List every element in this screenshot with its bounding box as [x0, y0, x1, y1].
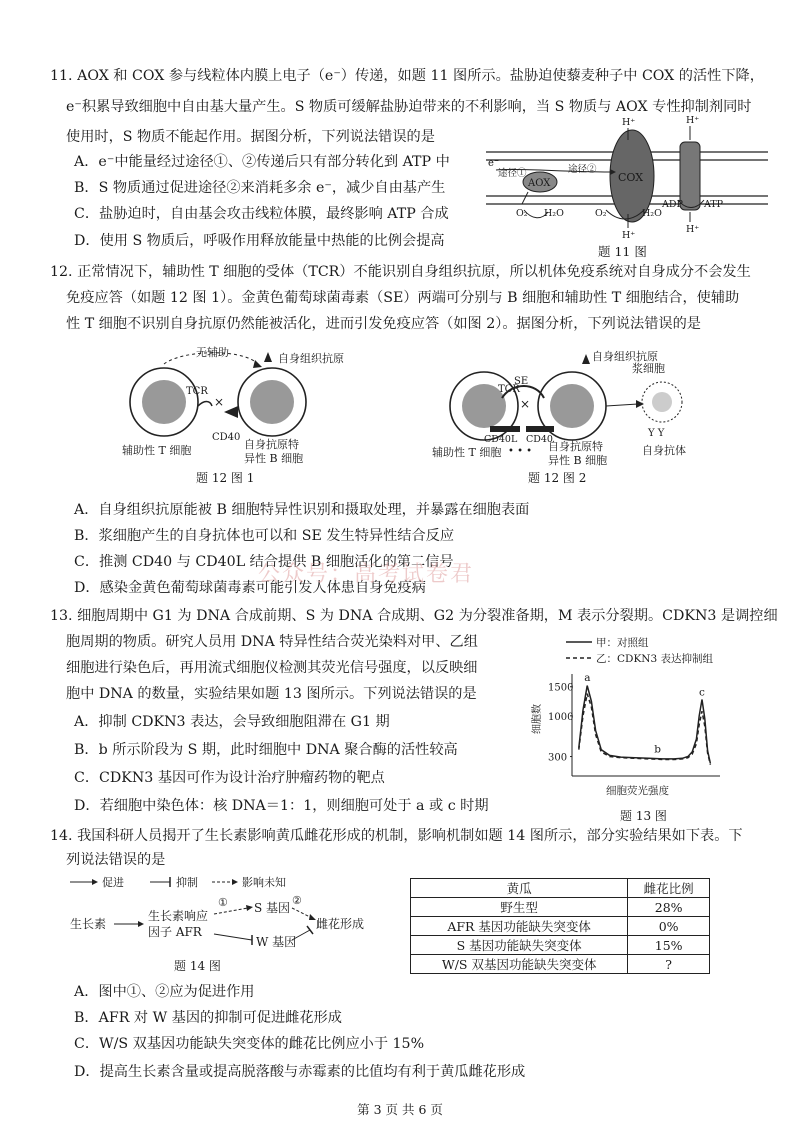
q11-stem-line: e⁻积累导致细胞中自由基大量产生。S 物质可缓解盐胁迫带来的不利影响，当 S 物质与 AOX 专性抑制剂同时: [66, 99, 752, 115]
auxin-node: 生长素: [70, 917, 107, 931]
table-cell: 野生型: [411, 898, 628, 917]
table-row: [411, 898, 710, 917]
block-mark: ×: [214, 395, 225, 409]
table-header: 黄瓜: [411, 879, 628, 898]
q14-option-d: D．提高生长素含量或提高脱落酸与赤霉素的比值均有利于黄瓜雌花形成: [74, 1064, 526, 1080]
point-label-c: c: [699, 686, 705, 699]
legend-entry: 甲：对照组: [596, 637, 649, 649]
q14-option-a: A．图中①、②应为促进作用: [74, 984, 255, 1000]
q13-stem-line: 细胞进行染色后，再用流式细胞仪检测其荧光信号强度，以反映细: [66, 660, 478, 676]
y-tick-label: 300: [548, 752, 568, 764]
cytokine-dots: • • •: [508, 446, 533, 457]
q13-stem-line: 胞中 DNA 的数量，实验结果如题 13 图所示。下列说法错误的是: [66, 686, 477, 702]
tcr-label: TCR: [498, 384, 520, 395]
watermark: 公众号：高考试卷君: [258, 562, 475, 587]
b-cell-label: 异性 B 细胞: [548, 454, 608, 467]
arrow-1-label: ①: [218, 896, 228, 909]
q12-stem-line: 免疫应答（如题 12 图 1）。金黄色葡萄球菌毒素（SE）两端可分别与 B 细胞和辅助性 T 细胞结合，使辅助: [66, 290, 740, 306]
q12-stem-line: 性 T 细胞不识别自身抗原仍然能被活化，进而引发免疫应答（如图 2）。据图分析，下列说法错误的是: [66, 316, 701, 332]
no-help-label: 无辅助: [196, 346, 229, 359]
t-cell-label: 辅助性 T 细胞: [122, 444, 192, 457]
arrow-2-label: ②: [292, 894, 302, 907]
auto-antibody-label: 自身抗体: [642, 444, 686, 457]
point-label-b: b: [654, 743, 661, 756]
b-cell-label: 自身抗原特: [548, 440, 603, 453]
table-row: [411, 936, 710, 955]
q13-option-b: B．b 所示阶段为 S 期，此时细胞中 DNA 聚合酶的活性较高: [74, 742, 458, 758]
q11-option-c: C．盐胁迫时，自由基会攻击线粒体膜，最终影响 ATP 合成: [74, 206, 449, 222]
block-mark: ×: [520, 397, 531, 411]
w-gene-node: W 基因: [256, 935, 297, 949]
plasma-cell-label: 浆细胞: [632, 362, 665, 375]
q11-figure-caption: 题 11 图: [598, 244, 647, 259]
t-cell-label: 辅助性 T 细胞: [432, 446, 502, 459]
pathway-1-label: 途径①: [498, 168, 527, 179]
table-cell: S 基因功能缺失突变体: [411, 936, 628, 955]
q13-stem-line: 13. 细胞周期中 G1 为 DNA 合成前期、S 为 DNA 合成期、G2 为分裂准备期，M 表示分裂期。CDKN3 是调控细: [50, 608, 778, 624]
q14-option-c: C．W/S 双基因功能缺失突变体的雌花比例应小于 15%: [74, 1036, 425, 1052]
tcr-label: TCR: [186, 386, 208, 397]
q14-option-b: B．AFR 对 W 基因的抑制可促进雌花形成: [74, 1010, 342, 1026]
table-row: [411, 917, 710, 936]
q14-stem-line: 列说法错误的是: [66, 852, 166, 868]
q13-chart-caption: 题 13 图: [620, 809, 667, 823]
q12-figure-1: [112, 342, 372, 488]
y-axis-label: 细胞数: [532, 704, 543, 734]
cd40-label: CD40: [212, 432, 241, 443]
q13-option-d: D．若细胞中染色体：核 DNA＝1：1，则细胞可处于 a 或 c 时期: [74, 798, 489, 814]
proton-label: H⁺: [686, 115, 700, 126]
adp-label: ADP: [662, 199, 683, 210]
q12-fig1-caption: 题 12 图 1: [196, 471, 255, 485]
legend-promote: 促进: [102, 876, 124, 889]
b-cell-label: 异性 B 细胞: [244, 452, 304, 465]
q14-results-table: [410, 878, 710, 974]
proton-label: H⁺: [622, 117, 636, 128]
q11-option-a: A．e⁻中能量经过途径①、②传递后只有部分转化到 ATP 中: [74, 154, 450, 170]
y-tick-label: 1500: [548, 682, 574, 694]
q13-flow-cytometry-chart: [510, 630, 740, 840]
q11-option-b: B．S 物质通过促进途径②来消耗多余 e⁻，减少自由基产生: [74, 180, 446, 196]
aox-label: AOX: [528, 178, 551, 189]
point-label-a: a: [584, 671, 591, 684]
table-row: [411, 955, 710, 974]
q11-stem-line: 11. AOX 和 COX 参与线粒体内膜上电子（e⁻）传递，如题 11 图所示。盐胁迫使藜麦种子中 COX 的活性下降，: [50, 68, 764, 84]
q13-option-a: A．抑制 CDKN3 表达，会导致细胞阻滞在 G1 期: [74, 714, 390, 730]
q14-diagram-caption: 题 14 图: [174, 959, 221, 973]
table-cell: ?: [628, 955, 710, 974]
legend-entry: 乙：CDKN3 表达抑制组: [596, 653, 714, 665]
q13-option-c: C．CDKN3 基因可作为设计治疗肿瘤药物的靶点: [74, 770, 385, 786]
cd40-label: CD40: [526, 434, 553, 445]
q12-option-b: B．浆细胞产生的自身抗体也可以和 SE 发生特异性结合反应: [74, 528, 455, 544]
q11-stem-line: 使用时，S 物质不能起作用。据图分析，下列说法错误的是: [66, 129, 435, 145]
table-cell: 0%: [628, 917, 710, 936]
q12-figure-2: [432, 342, 732, 488]
q11-mitochondria-figure: [482, 112, 772, 262]
table-cell: W/S 双基因功能缺失突变体: [411, 955, 628, 974]
table-header-row: [411, 879, 710, 898]
afr-node: 生长素响应: [148, 909, 209, 923]
proton-label: H⁺: [686, 224, 700, 235]
h2o-label: H₂O: [544, 208, 564, 219]
self-antigen-label: 自身组织抗原: [592, 350, 658, 363]
proton-label: H⁺: [622, 230, 636, 241]
cd40l-label: CD40L: [484, 434, 518, 445]
legend-unknown: 影响未知: [242, 876, 286, 889]
afr-node: 因子 AFR: [148, 925, 202, 939]
atp-label: ATP: [704, 199, 724, 210]
q14-stem-line: 14. 我国科研人员揭开了生长素影响黄瓜雌花形成的机制，影响机制如题 14 图所示，部分实验结果如下表。下: [50, 828, 743, 844]
o2-label: O₂: [516, 208, 528, 219]
q14-mechanism-diagram: [66, 872, 386, 978]
pathway-2-label: 途径②: [568, 164, 597, 175]
self-antigen-label: 自身组织抗原: [278, 352, 344, 365]
q11-option-d: D．使用 S 物质后，呼吸作用释放能量中热能的比例会提高: [74, 233, 445, 249]
atp-synthase: [680, 142, 700, 210]
h2o-label: H₂O: [642, 208, 662, 219]
y-tick-label: 1000: [548, 711, 574, 723]
antibody-glyph: Y Y: [648, 428, 665, 439]
q12-option-c: C．推测 CD40 与 CD40L 结合提供 B 细胞活化的第二信号: [74, 554, 454, 570]
o2-label: O₂: [595, 208, 607, 219]
series-line: [579, 686, 711, 764]
page-footer: 第 3 页 共 6 页: [357, 1102, 443, 1117]
cox-label: COX: [618, 171, 644, 184]
q12-option-d: D．感染金黄色葡萄球菌毒素可能引发人体患自身免疫病: [74, 580, 426, 596]
table-cell: 15%: [628, 936, 710, 955]
s-gene-node: S 基因: [254, 901, 291, 915]
q12-stem-line: 12. 正常情况下，辅助性 T 细胞的受体（TCR）不能识别自身组织抗原，所以机体免疫系统对自身成分不会发生: [50, 264, 751, 280]
electron-label: e⁻: [488, 158, 500, 169]
legend-inhibit: 抑制: [176, 876, 198, 889]
table-cell: 28%: [628, 898, 710, 917]
q12-fig2-caption: 题 12 图 2: [528, 471, 587, 485]
q13-stem-line: 胞周期的物质。研究人员用 DNA 特异性结合荧光染料对甲、乙组: [66, 634, 478, 650]
chart-legend: [566, 636, 714, 665]
female-flower-node: 雌花形成: [316, 917, 365, 931]
table-header: 雌花比例: [628, 879, 710, 898]
table-cell: AFR 基因功能缺失突变体: [411, 917, 628, 936]
x-axis-label: 细胞荧光强度: [606, 785, 669, 797]
b-cell-label: 自身抗原特: [244, 438, 299, 451]
se-label: SE: [514, 376, 529, 387]
q12-option-a: A．自身组织抗原能被 B 细胞特异性识别和摄取处理，并暴露在细胞表面: [74, 502, 530, 518]
